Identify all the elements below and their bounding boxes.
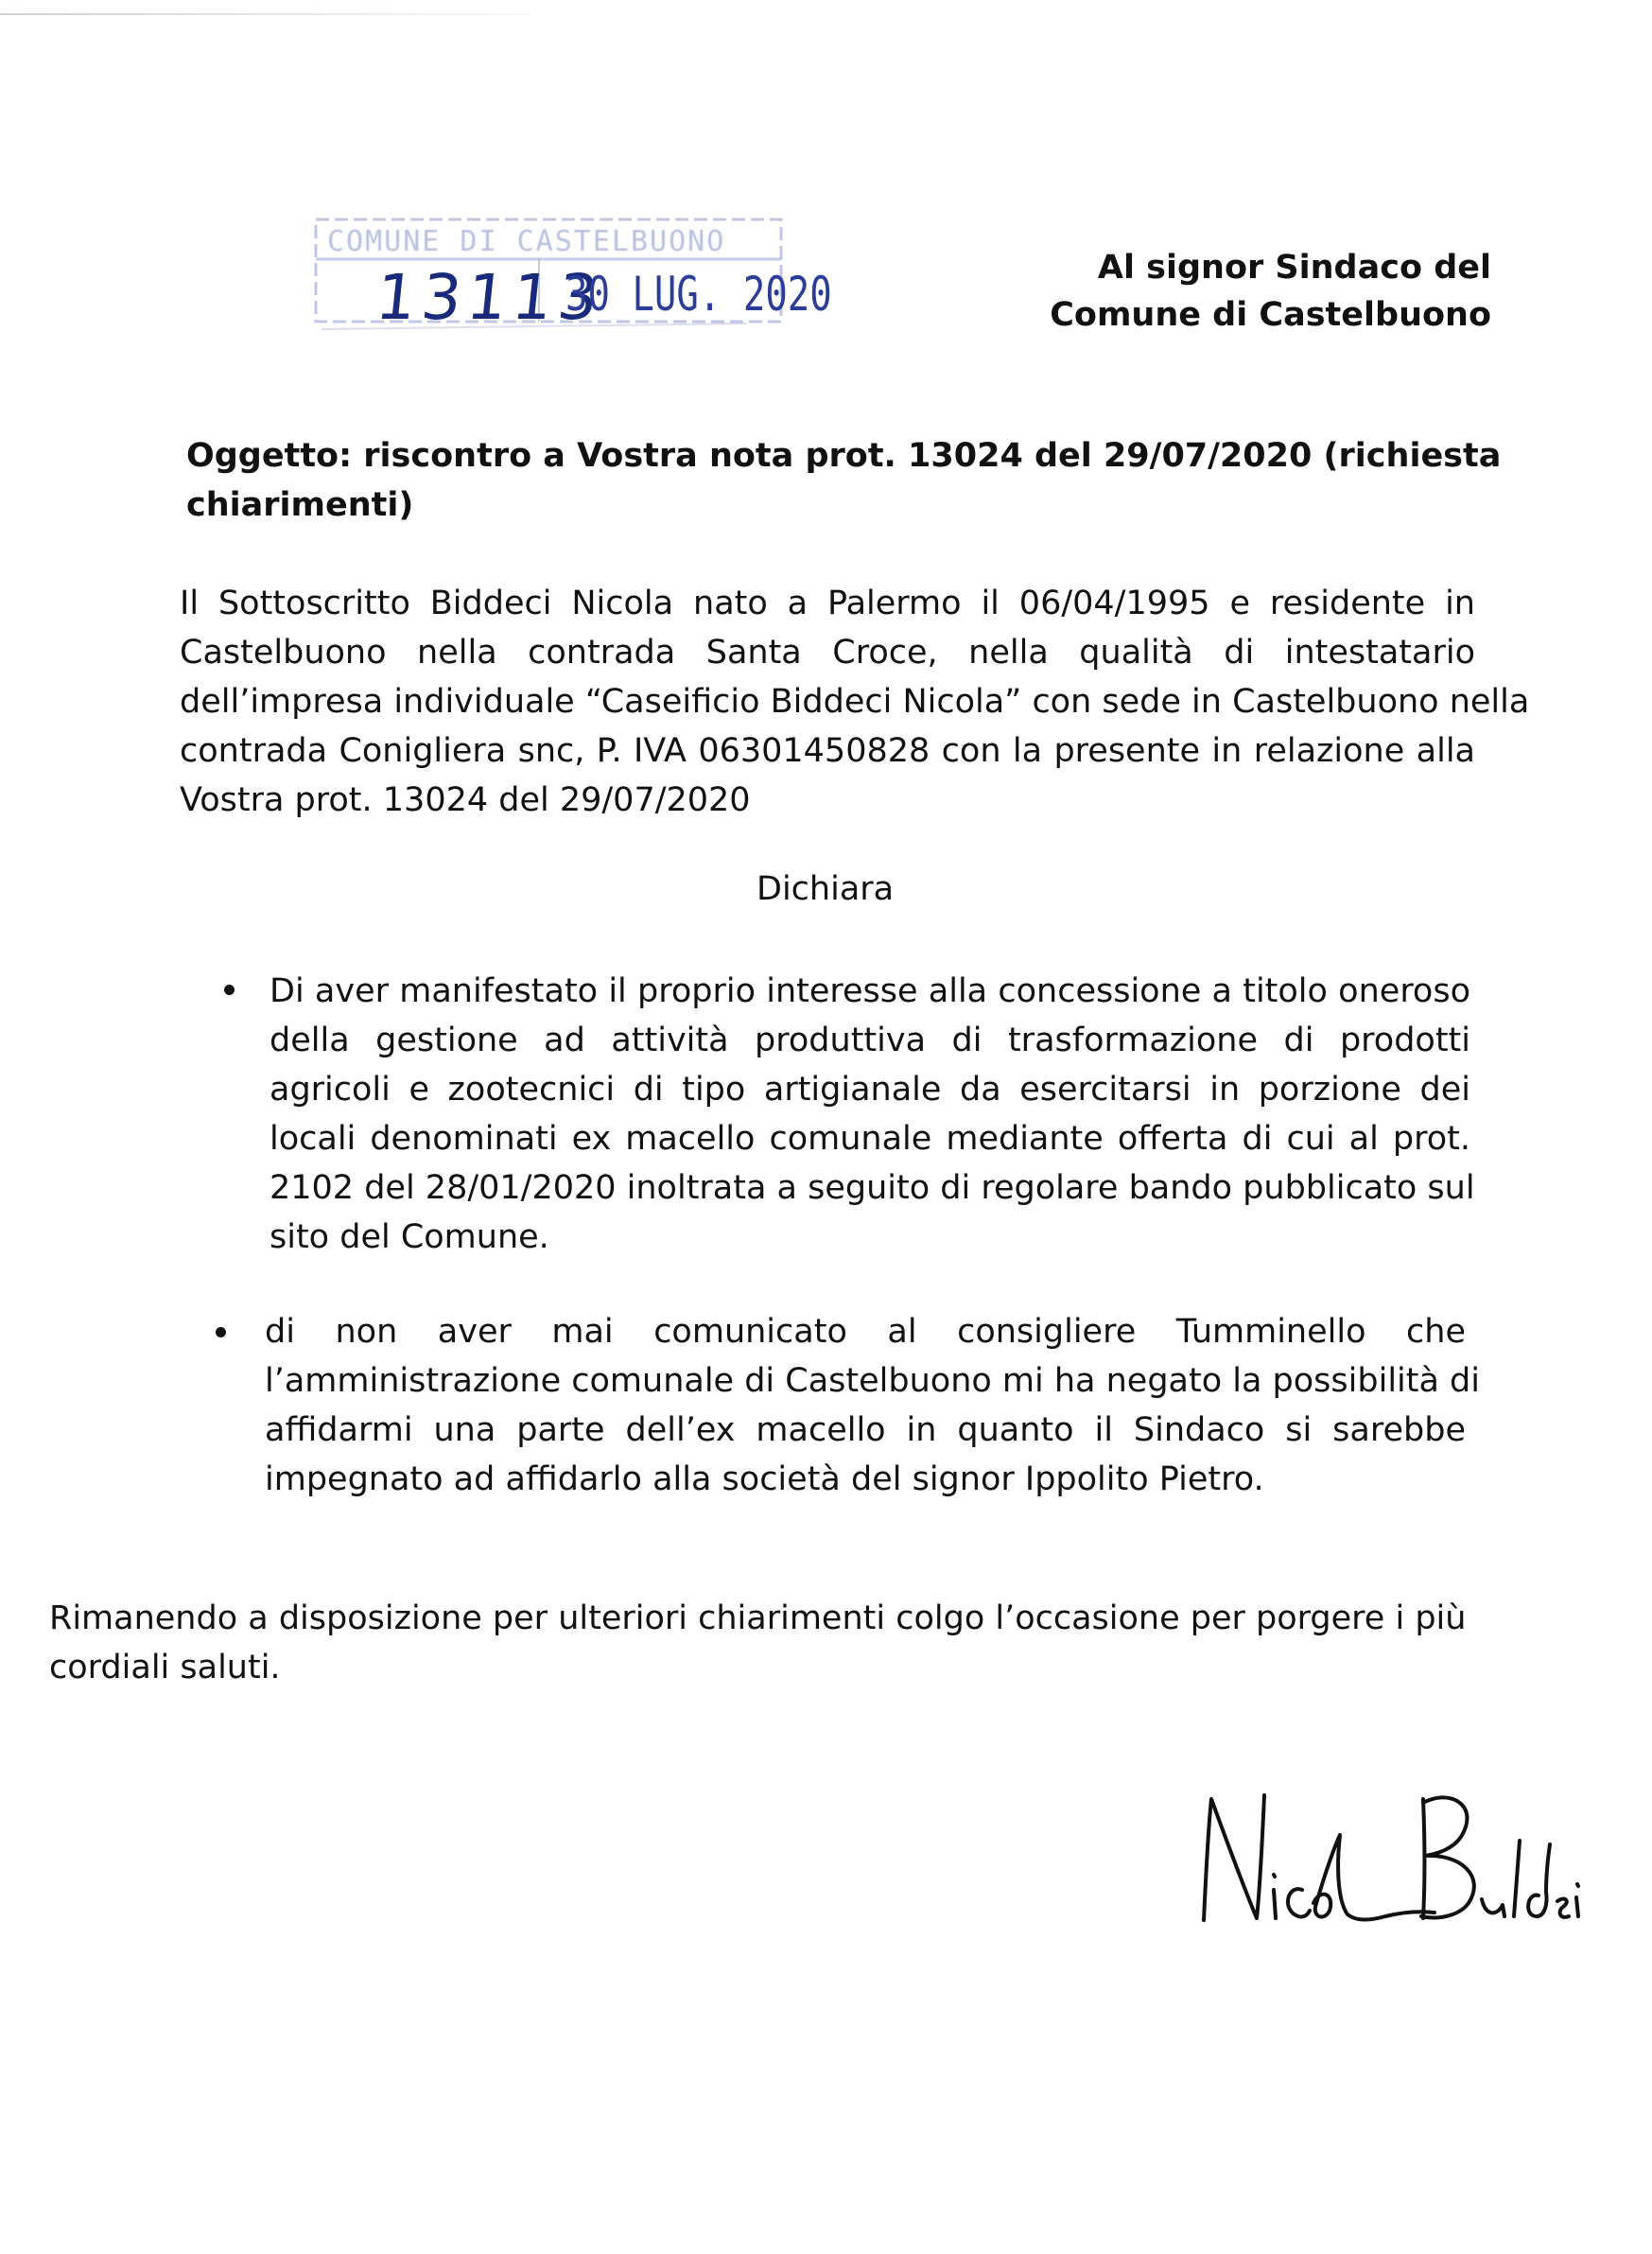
paragraph-line: contrada Conigliera snc, P. IVA 06301450828 con la presente in relazione alla bbox=[180, 732, 1475, 770]
closing-paragraph bbox=[49, 1594, 1467, 1692]
bullet-icon bbox=[216, 1327, 226, 1337]
item-line: agricoli e zootecnici di tipo artigianale da esercitarsi in porzione dei bbox=[270, 1071, 1470, 1109]
recipient-block bbox=[1050, 244, 1491, 339]
stamp-protocol-number: 13113 bbox=[372, 261, 608, 334]
paragraph-line: Vostra prot. 13024 del 29/07/2020 bbox=[180, 781, 751, 819]
paragraph-line: Il Sottoscritto Biddeci Nicola nato a Palermo il 06/04/1995 e residente in bbox=[180, 585, 1475, 622]
recipient-line: Al signor Sindaco del bbox=[1097, 249, 1491, 287]
item-line: della gestione ad attività produttiva di trasformazione di prodotti bbox=[270, 1022, 1470, 1059]
handwritten-signature bbox=[1187, 1778, 1584, 1939]
declaration-heading: Dichiara bbox=[756, 870, 895, 908]
closing-line: cordiali saluti. bbox=[49, 1649, 281, 1686]
item-line: affidarmi una parte dell’ex macello in quanto il Sindaco si sarebbe bbox=[265, 1411, 1466, 1449]
subject-line: Oggetto: riscontro a Vostra nota prot. 13024 del 29/07/2020 (richiesta bbox=[186, 437, 1502, 475]
item-line: Di aver manifestato il proprio interesse alla concessione a titolo oneroso bbox=[270, 972, 1470, 1010]
signature-drawing bbox=[1187, 1778, 1584, 1939]
item-line: sito del Comune. bbox=[270, 1218, 549, 1256]
protocol-stamp bbox=[312, 216, 832, 339]
stamp-header-text: COMUNE DI CASTELBUONO bbox=[327, 225, 726, 258]
intro-paragraph bbox=[180, 579, 1530, 825]
item-line: di non aver mai comunicato al consigliere Tumminello che bbox=[265, 1313, 1466, 1351]
recipient-line: Comune di Castelbuono bbox=[1050, 296, 1491, 334]
paragraph-line: dell’impresa individuale “Caseificio Biddeci Nicola” con sede in Castelbuono nella bbox=[180, 683, 1530, 721]
bullet-icon bbox=[224, 985, 235, 995]
item-line: locali denominati ex macello comunale mediante offerta di cui al prot. bbox=[270, 1120, 1470, 1158]
closing-line: Rimanendo a disposizione per ulteriori chiarimenti colgo l’occasione per porgere i più bbox=[49, 1599, 1467, 1637]
subject-line: chiarimenti) bbox=[186, 486, 414, 524]
declaration-item bbox=[270, 967, 1475, 1262]
item-line: l’amministrazione comunale di Castelbuono mi ha negato la possibilità di bbox=[265, 1362, 1481, 1400]
item-line: impegnato ad affidarlo alla società del signor Ippolito Pietro. bbox=[265, 1460, 1264, 1498]
declaration-item bbox=[265, 1307, 1481, 1504]
subject bbox=[186, 431, 1502, 530]
scan-edge-line bbox=[0, 13, 530, 15]
paragraph-line: Castelbuono nella contrada Santa Croce, nella qualità di intestatario bbox=[180, 634, 1475, 672]
stamp-date: 30 LUG. 2020 bbox=[565, 267, 832, 322]
item-line: 2102 del 28/01/2020 inoltrata a seguito di regolare bando pubblicato sul bbox=[270, 1169, 1475, 1207]
